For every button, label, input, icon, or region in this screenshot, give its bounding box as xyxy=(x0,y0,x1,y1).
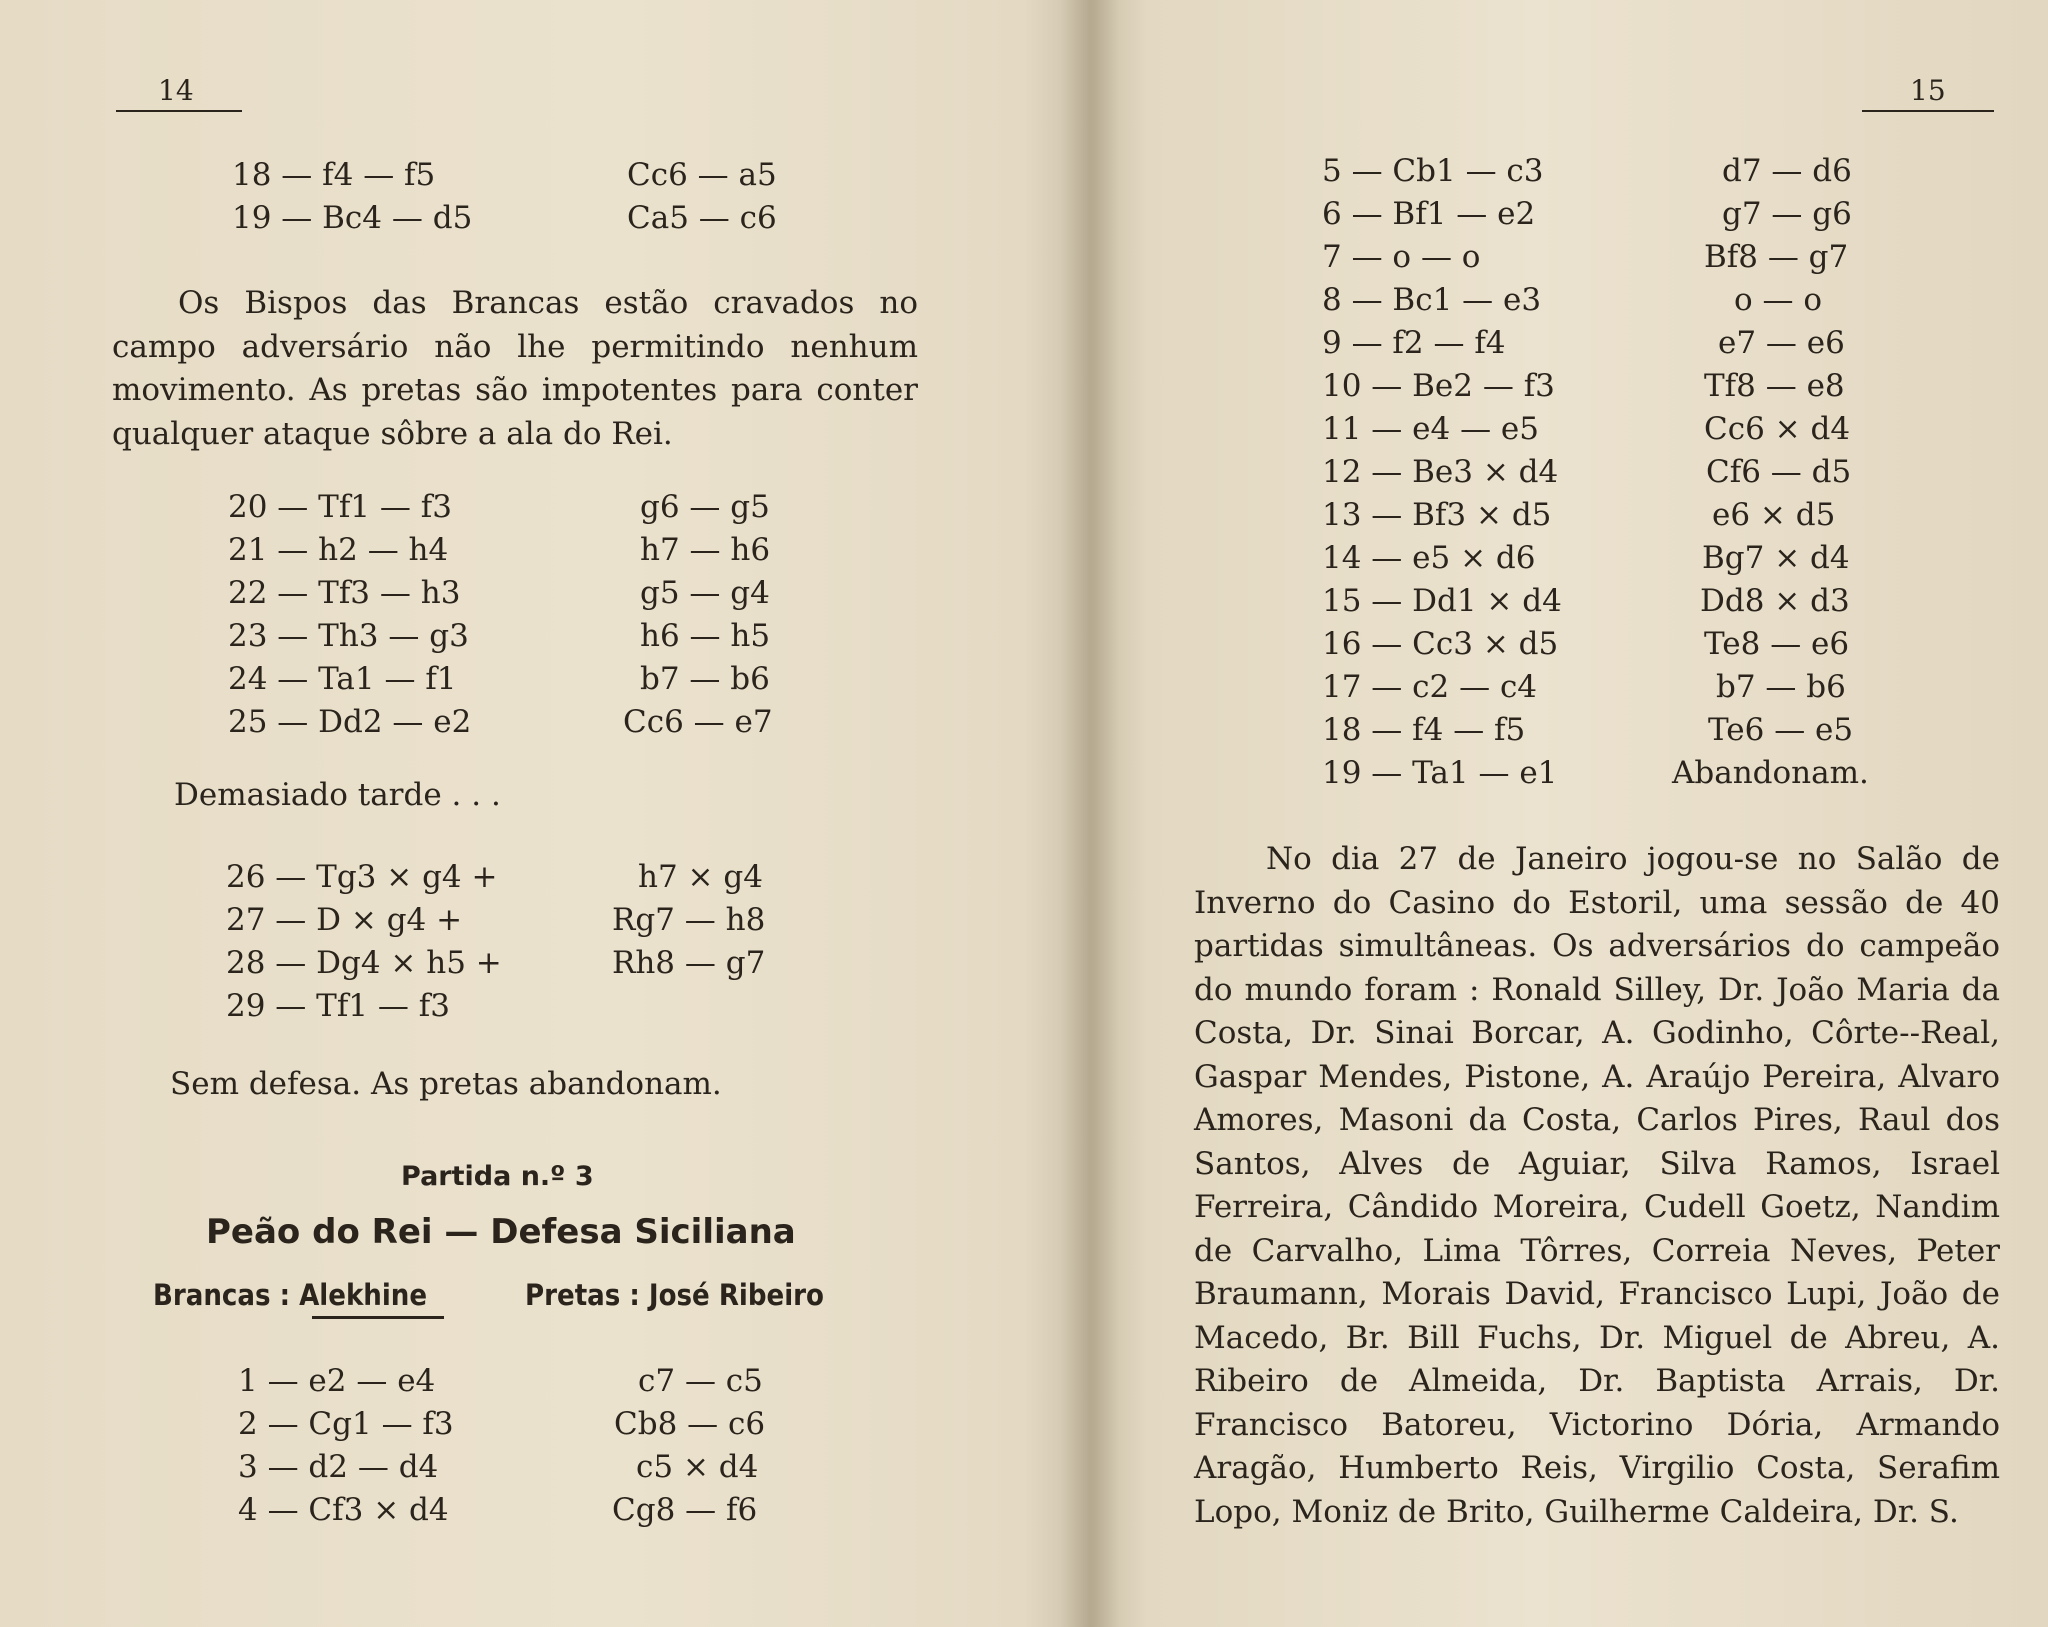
white-move: 19 — Ta1 — e1 xyxy=(1322,755,1558,791)
move-row xyxy=(1322,537,1962,580)
black-move: h7 — h6 xyxy=(640,532,771,568)
black-move: Rh8 — g7 xyxy=(612,945,766,981)
simultaneous-paragraph: No dia 27 de Janeiro jogou-se no Salão de Inverno do Casino do Estoril, uma sessão de 40 partidas simultâneas. Os adversários do campeão do mundo foram : Ronald Silley, Dr. João Maria da Costa, Dr. Sinai Borcar, A. Godinho, Côrte--Real, Gaspar Mendes, Pistone, A. Araújo Pereira, Alvaro Amores, Masoni da Costa, Carlos Pires, Raul dos Santos, Alves de Aguiar, Silva Ramos, Israel Ferreira, Cândido Moreira, Cudell Goetz, Nandim de Carvalho, Lima Tôrres, Correia Neves, Peter Braumann, Morais David, Francisco Lupi, João de Macedo, Br. Bill Fuchs, Dr. Miguel de Abreu, A. Ribeiro de Almeida, Dr. Baptista Arrais, Dr. Francisco Batoreu, Victorino Dória, Armando Aragão, Humberto Reis, Virgilio Costa, Serafim Lopo, Moniz de Brito, Guilherme Caldeira, Dr. S. xyxy=(1194,841,2000,1530)
black-move: Tf8 — e8 xyxy=(1704,368,1845,404)
move-row xyxy=(1322,322,1962,365)
white-move: 17 — c2 — c4 xyxy=(1322,669,1538,705)
white-player: Brancas : Alekhine xyxy=(153,1278,428,1312)
page-number: 14 xyxy=(158,74,194,107)
white-move: 16 — Cc3 × d5 xyxy=(1322,626,1559,662)
move-row xyxy=(238,1446,798,1489)
black-move: g7 — g6 xyxy=(1722,196,1852,232)
white-move: 23 — Th3 — g3 xyxy=(228,618,469,654)
page-number-rule xyxy=(1862,110,1994,112)
white-move: 6 — Bf1 — e2 xyxy=(1322,196,1536,232)
move-row xyxy=(238,1489,798,1532)
black-move: d7 — d6 xyxy=(1722,153,1852,189)
white-move: 3 — d2 — d4 xyxy=(238,1449,439,1485)
move-row xyxy=(1322,494,1962,537)
move-row xyxy=(238,1403,798,1446)
page-number-rule xyxy=(116,110,242,112)
white-move: 5 — Cb1 — c3 xyxy=(1322,153,1544,189)
moves-block-c xyxy=(226,856,786,1028)
move-row xyxy=(1322,279,1962,322)
white-move: 19 — Bc4 — d5 xyxy=(232,200,473,236)
white-move: 29 — Tf1 — f3 xyxy=(226,988,450,1024)
move-row xyxy=(1322,408,1962,451)
black-move: g5 — g4 xyxy=(640,575,770,611)
move-row xyxy=(1322,150,1962,193)
white-move: 24 — Ta1 — f1 xyxy=(228,661,457,697)
move-row xyxy=(228,615,788,658)
white-move: 8 — Bc1 — e3 xyxy=(1322,282,1542,318)
move-row xyxy=(228,572,788,615)
white-move: 1 — e2 — e4 xyxy=(238,1363,436,1399)
move-row xyxy=(1322,752,1962,795)
black-move: c7 — c5 xyxy=(638,1363,763,1399)
black-move: h7 × g4 xyxy=(638,859,763,895)
move-row xyxy=(1322,709,1962,752)
white-move: 22 — Tf3 — h3 xyxy=(228,575,461,611)
moves-block-b xyxy=(228,486,788,744)
move-row xyxy=(226,985,786,1028)
moves-block xyxy=(1322,150,1962,795)
game-title: Partida n.º 3 xyxy=(401,1161,594,1192)
right-page xyxy=(1090,0,2048,1627)
move-row xyxy=(226,942,786,985)
move-row xyxy=(1322,451,1962,494)
black-move: Ca5 — c6 xyxy=(627,200,777,236)
move-row xyxy=(228,486,788,529)
opening-title: Peão do Rei — Defesa Siciliana xyxy=(206,1212,796,1252)
black-move: Rg7 — h8 xyxy=(612,902,766,938)
black-move: Bg7 × d4 xyxy=(1702,540,1850,576)
move-row xyxy=(232,154,792,197)
black-move: b7 — b6 xyxy=(640,661,770,697)
black-move: Cb8 — c6 xyxy=(614,1406,766,1442)
black-move: e7 — e6 xyxy=(1718,325,1845,361)
black-move: b7 — b6 xyxy=(1716,669,1846,705)
white-move: 20 — Tf1 — f3 xyxy=(228,489,452,525)
move-row xyxy=(226,899,786,942)
black-move: Cc6 — e7 xyxy=(623,704,773,740)
black-move: Cf6 — d5 xyxy=(1706,454,1852,490)
white-move: 10 — Be2 — f3 xyxy=(1322,368,1555,404)
black-move: Bf8 — g7 xyxy=(1704,239,1849,275)
page-number: 15 xyxy=(1910,74,1946,107)
comment-paragraph: Os Bispos das Brancas estão cravados no campo adversário não lhe permitindo nenhum movimento. As pretas são impotentes para conter qualquer ataque sôbre a ala do Rei. xyxy=(112,285,918,452)
black-move: e6 × d5 xyxy=(1712,497,1836,533)
white-move: 13 — Bf3 × d5 xyxy=(1322,497,1552,533)
move-row xyxy=(232,197,792,240)
black-move: Abandonam. xyxy=(1672,755,1869,791)
comment-line: Sem defesa. As pretas abandonam. xyxy=(170,1066,722,1102)
move-row xyxy=(228,658,788,701)
white-move: 7 — o — o xyxy=(1322,239,1481,275)
move-row xyxy=(1322,666,1962,709)
move-row xyxy=(1322,236,1962,279)
white-move: 18 — f4 — f5 xyxy=(232,157,436,193)
moves-block-d xyxy=(238,1360,798,1532)
move-row xyxy=(1322,193,1962,236)
white-move: 27 — D × g4 + xyxy=(226,902,463,938)
white-move: 21 — h2 — h4 xyxy=(228,532,449,568)
move-row xyxy=(1322,580,1962,623)
black-player: Pretas : José Ribeiro xyxy=(525,1278,824,1312)
black-move: Cg8 — f6 xyxy=(612,1492,758,1528)
black-move: h6 — h5 xyxy=(640,618,771,654)
move-row xyxy=(228,701,788,744)
move-row xyxy=(228,529,788,572)
white-move: 2 — Cg1 — f3 xyxy=(238,1406,454,1442)
white-move: 26 — Tg3 × g4 + xyxy=(226,859,498,895)
move-row xyxy=(226,856,786,899)
white-move: 18 — f4 — f5 xyxy=(1322,712,1526,748)
white-move: 12 — Be3 × d4 xyxy=(1322,454,1559,490)
black-move: Te6 — e5 xyxy=(1708,712,1854,748)
black-move: o — o xyxy=(1734,282,1823,318)
comment-line: Demasiado tarde . . . xyxy=(174,777,501,813)
player-underline xyxy=(312,1316,444,1319)
white-move: 14 — e5 × d6 xyxy=(1322,540,1536,576)
white-move: 4 — Cf3 × d4 xyxy=(238,1492,449,1528)
white-move: 15 — Dd1 × d4 xyxy=(1322,583,1562,619)
black-move: Cc6 — a5 xyxy=(627,157,777,193)
black-move: g6 — g5 xyxy=(640,489,770,525)
black-move: Te8 — e6 xyxy=(1704,626,1850,662)
white-move: 11 — e4 — e5 xyxy=(1322,411,1539,447)
white-move: 28 — Dg4 × h5 + xyxy=(226,945,502,981)
black-move: Dd8 × d3 xyxy=(1700,583,1850,619)
black-move: Cc6 × d4 xyxy=(1704,411,1851,447)
move-row xyxy=(238,1360,798,1403)
black-move: c5 × d4 xyxy=(636,1449,759,1485)
white-move: 25 — Dd2 — e2 xyxy=(228,704,472,740)
white-move: 9 — f2 — f4 xyxy=(1322,325,1506,361)
move-row xyxy=(1322,623,1962,666)
moves-block-a xyxy=(232,154,792,240)
move-row xyxy=(1322,365,1962,408)
